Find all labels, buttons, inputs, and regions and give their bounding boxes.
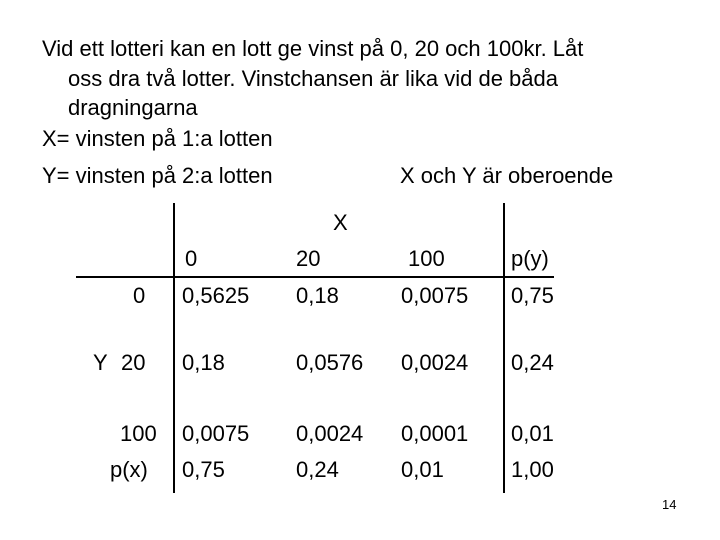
table-cell: 0,0024 xyxy=(401,350,469,375)
table-cell: 0,5625 xyxy=(182,283,250,308)
table-cell: 0,75 xyxy=(511,283,554,308)
table-cell: 0,24 xyxy=(511,350,554,375)
table-cell: 0,24 xyxy=(296,457,339,482)
y-axis-header: Y xyxy=(93,350,108,375)
y-definition: Y= vinsten på 2:a lotten xyxy=(42,163,273,188)
column-header-100: 100 xyxy=(408,246,445,271)
row-label-0: 0 xyxy=(133,283,146,308)
independence-note: X och Y är oberoende xyxy=(400,163,614,188)
x-definition: X= vinsten på 1:a lotten xyxy=(42,126,273,151)
table-cell: 1,00 xyxy=(511,457,554,482)
table-cell: 0,0024 xyxy=(296,421,364,446)
table-cell: 0,01 xyxy=(511,421,554,446)
table-cell: 0,18 xyxy=(296,283,339,308)
table-cell: 0,0001 xyxy=(401,421,469,446)
row-label-px: p(x) xyxy=(110,457,148,482)
table-divider-marginal xyxy=(503,203,505,493)
table-cell: 0,0075 xyxy=(182,421,250,446)
intro-line-3: dragningarna xyxy=(68,95,198,120)
x-axis-header: X xyxy=(333,210,348,235)
column-header-0: 0 xyxy=(185,246,198,271)
intro-line-1: Vid ett lotteri kan en lott ge vinst på 0, 20 och 100kr. Låt xyxy=(42,36,584,61)
table-cell: 0,75 xyxy=(182,457,225,482)
table-header-rule xyxy=(76,276,554,278)
page-number: 14 xyxy=(662,497,677,512)
intro-line-2: oss dra två lotter. Vinstchansen är lika vid de båda xyxy=(68,66,558,91)
row-label-20: 20 xyxy=(121,350,146,375)
table-cell: 0,01 xyxy=(401,457,444,482)
row-label-100: 100 xyxy=(120,421,157,446)
table-cell: 0,0075 xyxy=(401,283,469,308)
table-cell: 0,18 xyxy=(182,350,225,375)
table-cell: 0,0576 xyxy=(296,350,364,375)
column-header-py: p(y) xyxy=(511,246,549,271)
table-divider-label xyxy=(173,203,175,493)
column-header-20: 20 xyxy=(296,246,321,271)
